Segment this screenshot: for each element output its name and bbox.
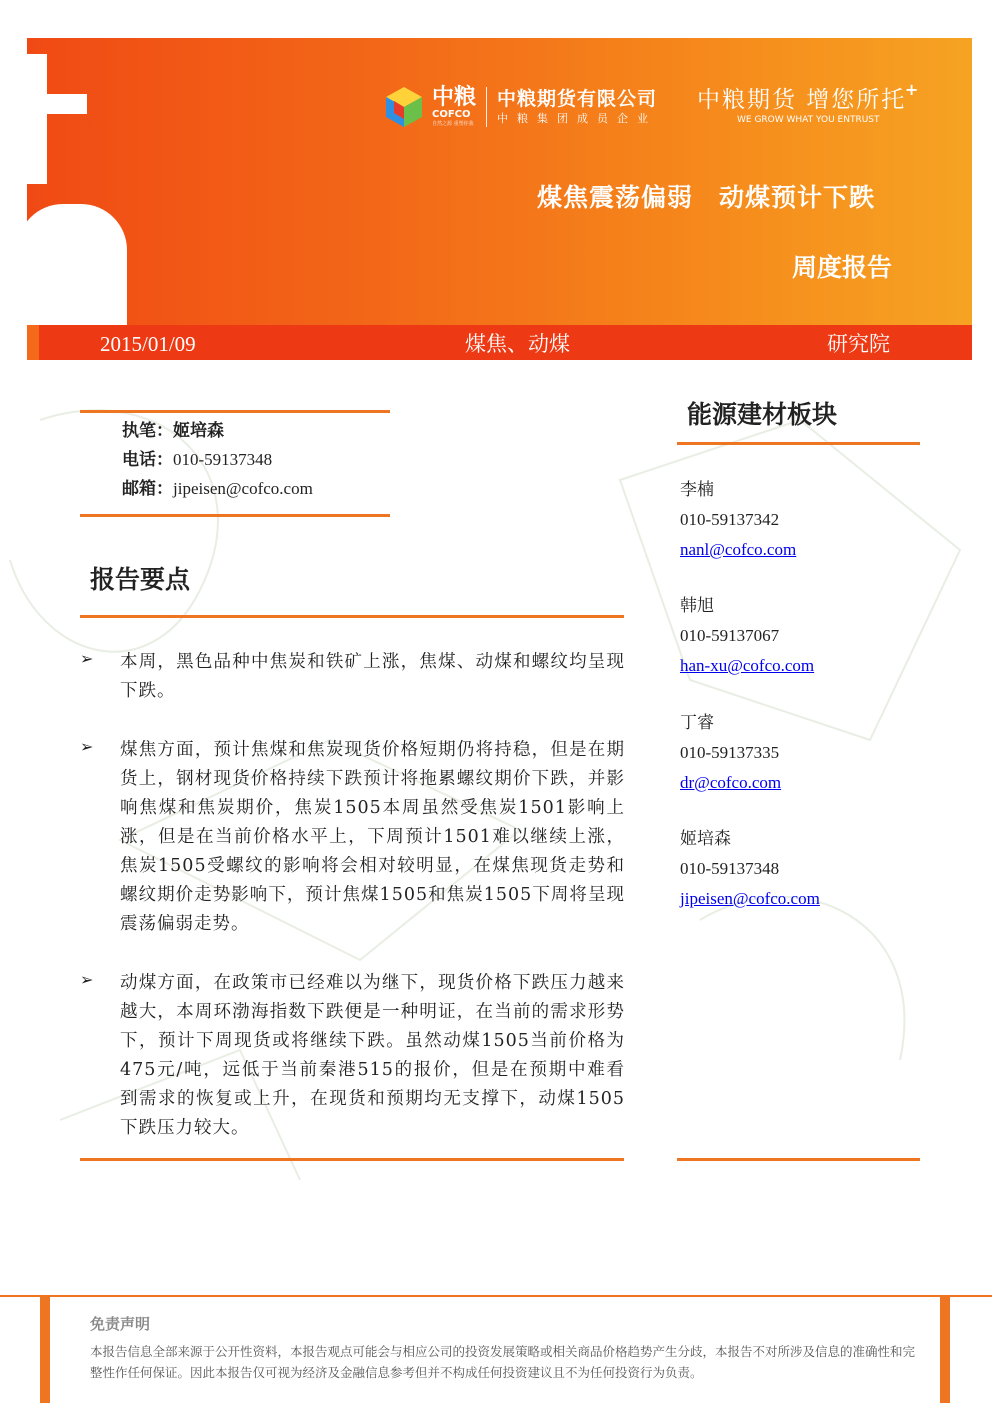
sidebar-top-rule [677, 442, 920, 445]
section-rule [80, 615, 624, 618]
contact-card [680, 476, 796, 565]
contact-name: 丁睿 [680, 713, 714, 733]
disclaimer-text: 本报告信息全部来源于公开性资料，本报告观点可能会与相应公司的投资发展策略或相关商品价格趋势产生分歧，本报告不对所涉及信息的准确性和完整性作任何保证。因此本报告仅可视为经济及金融信息参考但并不构成任何投资建议且不为任何投资行为负责。 [90, 1344, 916, 1380]
contact-email-link[interactable]: jipeisen@cofco.com [680, 888, 820, 908]
bullet-item [80, 648, 625, 706]
arrow-bullet-icon: ➢ [80, 970, 94, 989]
contact-email-link[interactable]: han-xu@cofco.com [680, 655, 815, 675]
report-date: 2015/01/09 [100, 332, 196, 356]
contact-card [680, 825, 820, 914]
contact-phone: 010-59137348 [680, 859, 780, 879]
contact-name: 李楠 [680, 480, 714, 500]
section-bottom-rule [80, 1158, 624, 1161]
bullet-text: 本周，黑色品种中焦炭和铁矿上涨，焦煤、动煤和螺纹均呈现下跌。 [120, 652, 625, 701]
author-email [122, 477, 313, 501]
report-title: 煤焦震荡偏弱 动煤预计下跌 [537, 183, 876, 212]
contact-phone: 010-59137335 [680, 743, 780, 763]
author-writer [122, 419, 224, 443]
report-department: 研究院 [827, 332, 890, 356]
logo-tagline: 自然之源 重塑你我 [432, 121, 474, 127]
logo-mark-text: 中粮 [432, 85, 477, 110]
report-category: 煤焦、动煤 [465, 332, 570, 356]
strip-accent [27, 325, 39, 360]
bullet-item [80, 736, 625, 939]
email-value: jipeisen@cofco.com [173, 479, 313, 498]
bullet-item [80, 969, 625, 1143]
phone-label: 电话： [122, 450, 173, 470]
plus-shape-decoration [27, 54, 127, 325]
slogan-en: WE GROW WHAT YOU ENTRUST [737, 115, 880, 125]
logo-en-text: COFCO [432, 109, 471, 120]
company-subtitle: 中粮集团成员企业 [497, 112, 658, 125]
author-top-rule [80, 410, 390, 413]
slogan-plus-icon: + [904, 80, 919, 99]
company-logo [382, 82, 657, 132]
contact-name: 韩旭 [680, 596, 714, 616]
bullet-text: 动煤方面，在政策市已经难以为继下，现货价格下跌压力越来越大，本周环渤海指数下跌便是一种明证，在当前的需求形势下，预计下周现货或将继续下跌。虽然动煤1505当前价格为475元/吨，远低于当前秦港515的报价，但是在预期中难看到需求的恢复或上升，在现货和预期均无支撑下，动煤1505下跌压力较大。 [120, 973, 625, 1138]
arrow-bullet-icon: ➢ [80, 649, 94, 668]
contact-email-link[interactable]: dr@cofco.com [680, 772, 782, 792]
logo-divider [486, 87, 487, 127]
contact-name: 姬培森 [680, 829, 731, 849]
footer-right-bar [940, 1296, 950, 1403]
writer-name: 姬培森 [173, 421, 224, 441]
report-subtitle: 周度报告 [792, 253, 893, 282]
footer-left-bar [40, 1296, 50, 1403]
contact-card [680, 592, 814, 681]
slogan-cn: 中粮期货 增您所托 [697, 87, 907, 113]
arrow-bullet-icon: ➢ [80, 737, 94, 756]
contact-phone: 010-59137067 [680, 626, 780, 646]
contact-email-link[interactable]: nanl@cofco.com [680, 539, 797, 559]
footer-rule [0, 1295, 992, 1297]
writer-label: 执笔： [122, 421, 173, 441]
author-phone [122, 448, 272, 472]
info-strip [27, 325, 972, 360]
slogan [697, 80, 919, 126]
author-bottom-rule [80, 514, 390, 517]
bullet-text: 煤焦方面，预计焦煤和焦炭现货价格短期仍将持稳，但是在期货上，钢材现货价格持续下跌预计将拖累螺纹期价下跌，并影响焦煤和焦炭期价，焦炭1505本周虽然受焦炭1501影响上涨，但是在当前价格水平上，下周预计1501难以继续上涨，焦炭1505受螺纹的影响将会相对较明显，在煤焦现货走势和螺纹期价走势影响下，预计焦煤1505和焦炭1505下周将呈现震荡偏弱走势。 [120, 740, 625, 934]
contact-card [680, 709, 781, 798]
disclaimer-title: 免责声明 [90, 1315, 151, 1333]
sidebar-bottom-rule [677, 1158, 920, 1161]
cofco-cube-icon [382, 85, 426, 129]
email-label: 邮箱： [122, 479, 173, 499]
phone-value: 010-59137348 [173, 450, 273, 469]
header-banner [27, 38, 972, 325]
contact-phone: 010-59137342 [680, 510, 780, 530]
section-title: 报告要点 [90, 565, 191, 594]
company-name: 中粮期货有限公司 [497, 88, 658, 110]
sidebar-title: 能源建材板块 [687, 400, 838, 429]
